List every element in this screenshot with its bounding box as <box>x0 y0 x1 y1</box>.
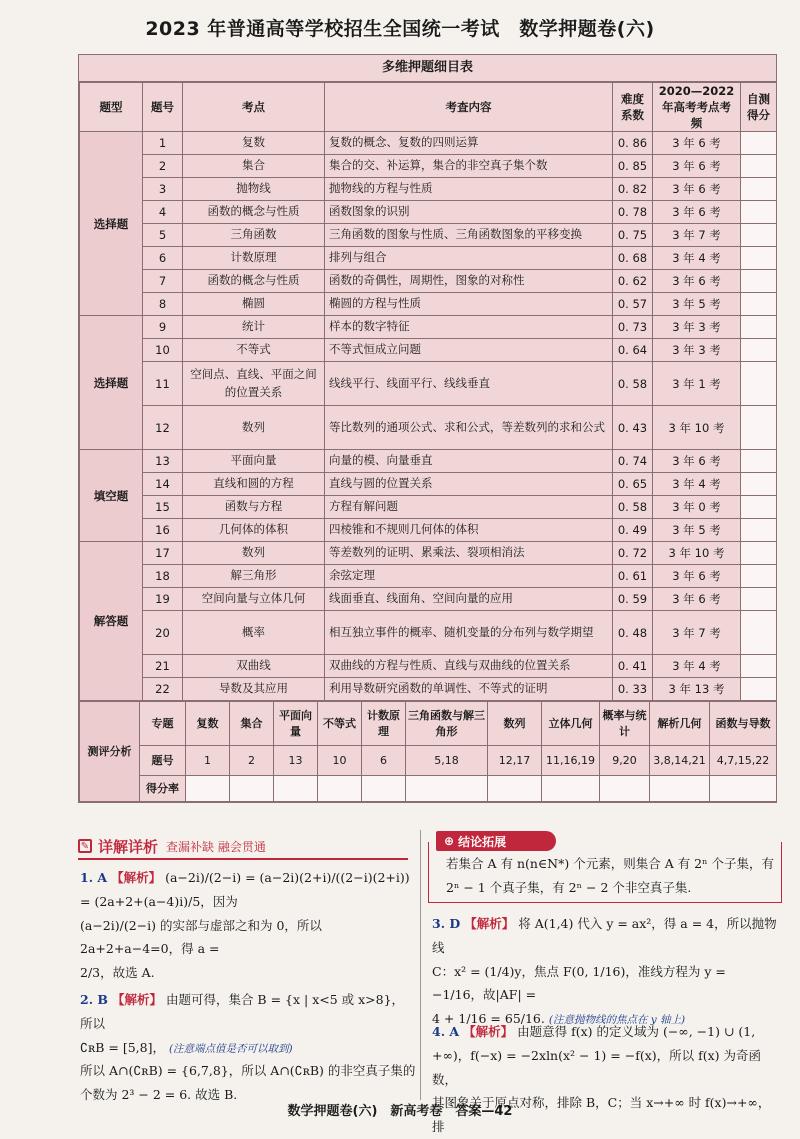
table-row <box>80 496 777 519</box>
knowledge-point: 几何体的体积 <box>183 519 325 542</box>
analysis-topic: 概率与统计 <box>600 702 650 746</box>
section-underline <box>78 858 408 860</box>
exam-content: 函数图象的识别 <box>325 201 613 224</box>
knowledge-point: 解三角形 <box>183 565 325 588</box>
self-score-cell[interactable] <box>741 519 777 542</box>
knowledge-point: 计数原理 <box>183 247 325 270</box>
difficulty-value: 0. 82 <box>613 178 653 201</box>
question-number: 14 <box>143 473 183 496</box>
question-number: 20 <box>143 611 183 655</box>
knowledge-point: 函数的概念与性质 <box>183 201 325 224</box>
self-score-cell[interactable] <box>741 362 777 406</box>
table-row <box>80 542 777 565</box>
detail-section-title: 详解详析 <box>98 837 159 856</box>
self-score-cell[interactable] <box>741 339 777 362</box>
analysis-side-label: 测评分析 <box>80 702 140 802</box>
knowledge-point: 函数与方程 <box>183 496 325 519</box>
question-number: 8 <box>143 293 183 316</box>
num-label: 题号 <box>140 746 186 776</box>
exam-content: 函数的奇偶性，周期性，图象的对称性 <box>325 270 613 293</box>
frequency-value: 3 年 10 考 <box>653 406 741 450</box>
score-label: 得分率 <box>140 776 186 802</box>
knowledge-point: 数列 <box>183 406 325 450</box>
answer-2 <box>80 988 416 1107</box>
extension-content <box>446 852 776 900</box>
exam-content: 方程有解问题 <box>325 496 613 519</box>
exam-content: 抛物线的方程与性质 <box>325 178 613 201</box>
answer-text: +∞)，f(−x) = −2xln(x² − 1) = −f(x)，所以 f(x) 为奇函数， <box>432 1047 761 1087</box>
analysis-table <box>79 701 777 802</box>
knowledge-point: 数列 <box>183 542 325 565</box>
frequency-value: 3 年 13 考 <box>653 678 741 701</box>
self-score-cell[interactable] <box>741 496 777 519</box>
table-title: 多维押题细目表 <box>79 55 776 82</box>
difficulty-value: 0. 78 <box>613 201 653 224</box>
self-score-cell[interactable] <box>741 293 777 316</box>
knowledge-point: 导数及其应用 <box>183 678 325 701</box>
table-row <box>80 178 777 201</box>
frequency-value: 3 年 5 考 <box>653 293 741 316</box>
score-rate-cell[interactable] <box>230 776 274 802</box>
difficulty-value: 0. 72 <box>613 542 653 565</box>
question-number: 9 <box>143 316 183 339</box>
question-number: 17 <box>143 542 183 565</box>
knowledge-point: 统计 <box>183 316 325 339</box>
self-score-cell[interactable] <box>741 542 777 565</box>
table-row <box>80 655 777 678</box>
analysis-topic: 不等式 <box>318 702 362 746</box>
self-score-cell[interactable] <box>741 224 777 247</box>
extension-section-title: 结论拓展 <box>458 834 507 849</box>
self-score-cell[interactable] <box>741 588 777 611</box>
frequency-value: 3 年 3 考 <box>653 316 741 339</box>
exam-content: 余弦定理 <box>325 565 613 588</box>
frequency-value: 3 年 6 考 <box>653 155 741 178</box>
self-score-cell[interactable] <box>741 473 777 496</box>
analysis-topic: 立体几何 <box>542 702 600 746</box>
table-row <box>80 316 777 339</box>
frequency-value: 3 年 6 考 <box>653 565 741 588</box>
exam-content: 等差数列的证明、累乘法、裂项相消法 <box>325 542 613 565</box>
difficulty-value: 0. 64 <box>613 339 653 362</box>
analysis-topic: 函数与导数 <box>710 702 777 746</box>
exam-content: 样本的数字特征 <box>325 316 613 339</box>
exam-content: 线线平行、线面平行、线线垂直 <box>325 362 613 406</box>
self-score-cell[interactable] <box>741 565 777 588</box>
knowledge-point: 复数 <box>183 132 325 155</box>
frequency-value: 3 年 6 考 <box>653 450 741 473</box>
answer-text: C：x² = (1/4)y，焦点 F(0, 1/16)，准线方程为 y = −1/16，故|AF| = <box>432 963 726 1003</box>
plus-icon: ⊕ <box>444 834 455 848</box>
question-type: 选择题 <box>80 316 143 450</box>
table-row <box>80 406 777 450</box>
answer-text: (a−2i)/(2−i) = (a−2i)(2+i)/((2−i)(2+i)) = (2a+2+(a−4)i)/5，因为 <box>80 870 410 909</box>
knowledge-point: 直线和圆的方程 <box>183 473 325 496</box>
self-score-cell[interactable] <box>741 178 777 201</box>
question-number: 6 <box>143 247 183 270</box>
question-number: 18 <box>143 565 183 588</box>
difficulty-value: 0. 74 <box>613 450 653 473</box>
header-self-score: 自测得分 <box>741 83 777 132</box>
analysis-question-numbers: 6 <box>362 746 406 776</box>
frequency-value: 3 年 5 考 <box>653 519 741 542</box>
analysis-question-numbers: 9,20 <box>600 746 650 776</box>
knowledge-point: 椭圆 <box>183 293 325 316</box>
analysis-topic: 集合 <box>230 702 274 746</box>
table-row <box>80 132 777 155</box>
answer-1 <box>80 866 416 985</box>
difficulty-value: 0. 73 <box>613 316 653 339</box>
question-type: 选择题 <box>80 132 143 316</box>
analysis-question-numbers: 5,18 <box>406 746 488 776</box>
difficulty-value: 0. 43 <box>613 406 653 450</box>
question-number: 10 <box>143 339 183 362</box>
answer-text: 个数为 2³ − 2 = 6. 故选 B. <box>80 1087 238 1103</box>
table-row <box>80 611 777 655</box>
difficulty-value: 0. 86 <box>613 132 653 155</box>
analysis-topic: 计数原理 <box>362 702 406 746</box>
self-score-cell[interactable] <box>741 316 777 339</box>
question-number: 2 <box>143 155 183 178</box>
answer-text: 由题可得，集合 B = {x | x<5 或 x>8}，所以 <box>80 992 405 1031</box>
topic-label: 专题 <box>140 702 186 746</box>
exam-content: 利用导数研究函数的单调性、不等式的证明 <box>325 678 613 701</box>
analysis-question-numbers: 1 <box>186 746 230 776</box>
answer-text: 将 A(1,4) 代入 y = ax²，得 a = 4，所以抛物线 <box>432 916 777 955</box>
extension-section-header <box>436 831 556 851</box>
table-row <box>80 339 777 362</box>
analysis-question-numbers: 12,17 <box>488 746 542 776</box>
answer-note: (注意端点值是否可以取到) <box>168 1042 293 1055</box>
analysis-question-numbers: 4,7,15,22 <box>710 746 777 776</box>
answer-text: 由题意得 f(x) 的定义域为 (−∞, −1) ∪ (1, <box>517 1024 756 1039</box>
question-type: 填空题 <box>80 450 143 542</box>
difficulty-value: 0. 48 <box>613 611 653 655</box>
self-score-cell[interactable] <box>741 155 777 178</box>
answer-text: 所以 A∩(∁ʀB) = {6,7,8}，所以 A∩(∁ʀB) 的非空真子集的 <box>80 1063 416 1079</box>
exam-content: 向量的模、向量垂直 <box>325 450 613 473</box>
difficulty-value: 0. 49 <box>613 519 653 542</box>
answer-number: 1. A <box>80 870 108 885</box>
self-score-cell[interactable] <box>741 611 777 655</box>
difficulty-value: 0. 62 <box>613 270 653 293</box>
exam-content: 不等式恒成立问题 <box>325 339 613 362</box>
page-footer: 数学押题卷(六) 新高考卷 答案—42 <box>287 1104 513 1119</box>
table-row <box>80 224 777 247</box>
exam-content: 相互独立事件的概率、随机变量的分布列与数学期望 <box>325 611 613 655</box>
exam-content: 排列与组合 <box>325 247 613 270</box>
detail-section-subtitle: 查漏补缺 融会贯通 <box>166 839 266 854</box>
answer-number: 2. B <box>80 992 108 1007</box>
score-rate-cell[interactable] <box>406 776 488 802</box>
analysis-question-numbers: 13 <box>274 746 318 776</box>
self-score-cell[interactable] <box>741 655 777 678</box>
answer-4 <box>432 1020 780 1139</box>
exam-content: 三角函数的图象与性质、三角函数图象的平移变换 <box>325 224 613 247</box>
score-rate-cell[interactable] <box>318 776 362 802</box>
score-rate-cell[interactable] <box>274 776 318 802</box>
score-rate-cell[interactable] <box>488 776 542 802</box>
difficulty-value: 0. 68 <box>613 247 653 270</box>
table-row <box>80 247 777 270</box>
analysis-topic: 平面向量 <box>274 702 318 746</box>
question-number: 5 <box>143 224 183 247</box>
difficulty-value: 0. 59 <box>613 588 653 611</box>
difficulty-value: 0. 57 <box>613 293 653 316</box>
question-number: 16 <box>143 519 183 542</box>
frequency-value: 3 年 1 考 <box>653 362 741 406</box>
frequency-value: 3 年 7 考 <box>653 611 741 655</box>
header-difficulty: 难度系数 <box>613 83 653 132</box>
difficulty-value: 0. 65 <box>613 473 653 496</box>
table-row <box>80 565 777 588</box>
analysis-question-numbers: 3,8,14,21 <box>650 746 710 776</box>
exam-content: 直线与圆的位置关系 <box>325 473 613 496</box>
question-number: 15 <box>143 496 183 519</box>
knowledge-point: 三角函数 <box>183 224 325 247</box>
question-type: 解答题 <box>80 542 143 701</box>
answer-number: 4. A <box>432 1024 460 1039</box>
analysis-question-numbers: 2 <box>230 746 274 776</box>
exam-outline-table <box>78 54 777 803</box>
frequency-value: 3 年 6 考 <box>653 201 741 224</box>
table-row <box>80 293 777 316</box>
question-number: 19 <box>143 588 183 611</box>
score-rate-cell[interactable] <box>650 776 710 802</box>
analysis-topic: 数列 <box>488 702 542 746</box>
frequency-value: 3 年 7 考 <box>653 224 741 247</box>
score-rate-cell[interactable] <box>542 776 600 802</box>
self-score-cell[interactable] <box>741 678 777 701</box>
question-number: 21 <box>143 655 183 678</box>
answer-text: 4 + 1/16 = 65/16. <box>432 1011 545 1026</box>
analysis-question-numbers: 10 <box>318 746 362 776</box>
self-score-cell[interactable] <box>741 406 777 450</box>
answer-text: 其图象关于原点对称，排除 B，C；当 x→+∞ 时 f(x)→+∞，排 <box>432 1095 771 1134</box>
frequency-value: 3 年 4 考 <box>653 655 741 678</box>
score-rate-cell[interactable] <box>710 776 777 802</box>
answer-text: (a−2i)/(2−i) 的实部与虚部之和为 0，所以 2a+2+a−4=0，得 a = <box>80 917 322 957</box>
exam-content: 集合的交、补运算，集合的非空真子集个数 <box>325 155 613 178</box>
table-row <box>80 201 777 224</box>
frequency-value: 3 年 6 考 <box>653 588 741 611</box>
self-score-cell[interactable] <box>741 450 777 473</box>
knowledge-point: 平面向量 <box>183 450 325 473</box>
knowledge-point: 双曲线 <box>183 655 325 678</box>
question-number: 7 <box>143 270 183 293</box>
answer-text: 2/3，故选 A. <box>80 965 155 980</box>
header-content: 考查内容 <box>325 83 613 132</box>
difficulty-value: 0. 58 <box>613 496 653 519</box>
frequency-value: 3 年 3 考 <box>653 339 741 362</box>
self-score-cell[interactable] <box>741 201 777 224</box>
header-type: 题型 <box>80 83 143 132</box>
analysis-tag: 【解析】 <box>464 916 515 931</box>
frequency-value: 3 年 6 考 <box>653 132 741 155</box>
frequency-value: 3 年 4 考 <box>653 247 741 270</box>
frequency-value: 3 年 10 考 <box>653 542 741 565</box>
answer-text: ∁ʀB = [5,8]， <box>80 1039 165 1055</box>
outline-table <box>79 82 777 701</box>
header-frequency: 2020—2022 年高考考点考频 <box>653 83 741 132</box>
score-rate-cell[interactable] <box>362 776 406 802</box>
score-rate-cell[interactable] <box>186 776 230 802</box>
difficulty-value: 0. 75 <box>613 224 653 247</box>
knowledge-point: 空间点、直线、平面之间的位置关系 <box>183 362 325 406</box>
analysis-tag: 【解析】 <box>111 870 162 885</box>
table-row <box>80 678 777 701</box>
knowledge-point: 函数的概念与性质 <box>183 270 325 293</box>
question-number: 4 <box>143 201 183 224</box>
difficulty-value: 0. 33 <box>613 678 653 701</box>
table-row <box>80 450 777 473</box>
analysis-topic: 复数 <box>186 702 230 746</box>
self-score-cell[interactable] <box>741 247 777 270</box>
difficulty-value: 0. 61 <box>613 565 653 588</box>
extension-text: 2ⁿ − 1 个真子集，有 2ⁿ − 2 个非空真子集. <box>446 879 692 895</box>
answer-3 <box>432 912 780 1031</box>
knowledge-point: 空间向量与立体几何 <box>183 588 325 611</box>
exam-content: 双曲线的方程与性质、直线与双曲线的位置关系 <box>325 655 613 678</box>
exam-content: 四棱锥和不规则几何体的体积 <box>325 519 613 542</box>
knowledge-point: 不等式 <box>183 339 325 362</box>
table-row <box>80 588 777 611</box>
page-title: 2023 年普通高等学校招生全国统一考试 数学押题卷(六) <box>145 18 655 40</box>
question-number: 3 <box>143 178 183 201</box>
table-row <box>80 270 777 293</box>
frequency-value: 3 年 4 考 <box>653 473 741 496</box>
answer-number: 3. D <box>432 916 461 931</box>
self-score-cell[interactable] <box>741 270 777 293</box>
detail-section-header <box>78 836 418 856</box>
exam-content: 等比数列的通项公式、求和公式，等差数列的求和公式 <box>325 406 613 450</box>
frequency-value: 3 年 6 考 <box>653 178 741 201</box>
header-num: 题号 <box>143 83 183 132</box>
header-point: 考点 <box>183 83 325 132</box>
analysis-tag: 【解析】 <box>463 1024 514 1039</box>
knowledge-point: 集合 <box>183 155 325 178</box>
question-number: 11 <box>143 362 183 406</box>
knowledge-point: 概率 <box>183 611 325 655</box>
question-number: 22 <box>143 678 183 701</box>
difficulty-value: 0. 41 <box>613 655 653 678</box>
column-divider <box>420 830 421 1100</box>
extension-text: 若集合 A 有 n(n∈N*) 个元素，则集合 A 有 2ⁿ 个子集，有 <box>446 856 774 871</box>
table-row <box>80 362 777 406</box>
exam-content: 复数的概念、复数的四则运算 <box>325 132 613 155</box>
analysis-topic: 解析几何 <box>650 702 710 746</box>
frequency-value: 3 年 6 考 <box>653 270 741 293</box>
table-row <box>80 473 777 496</box>
table-row <box>80 155 777 178</box>
exam-content: 椭圆的方程与性质 <box>325 293 613 316</box>
analysis-topic: 三角函数与解三角形 <box>406 702 488 746</box>
difficulty-value: 0. 85 <box>613 155 653 178</box>
question-number: 13 <box>143 450 183 473</box>
analysis-question-numbers: 11,16,19 <box>542 746 600 776</box>
table-row <box>80 519 777 542</box>
difficulty-value: 0. 58 <box>613 362 653 406</box>
frequency-value: 3 年 0 考 <box>653 496 741 519</box>
answer-note: (注意抛物线的焦点在 y 轴上) <box>548 1014 686 1026</box>
analysis-tag: 【解析】 <box>111 992 162 1007</box>
question-number: 12 <box>143 406 183 450</box>
self-score-cell[interactable] <box>741 132 777 155</box>
question-number: 1 <box>143 132 183 155</box>
exam-content: 线面垂直、线面角、空间向量的应用 <box>325 588 613 611</box>
edit-icon: ✎ <box>78 839 92 853</box>
score-rate-cell[interactable] <box>600 776 650 802</box>
knowledge-point: 抛物线 <box>183 178 325 201</box>
